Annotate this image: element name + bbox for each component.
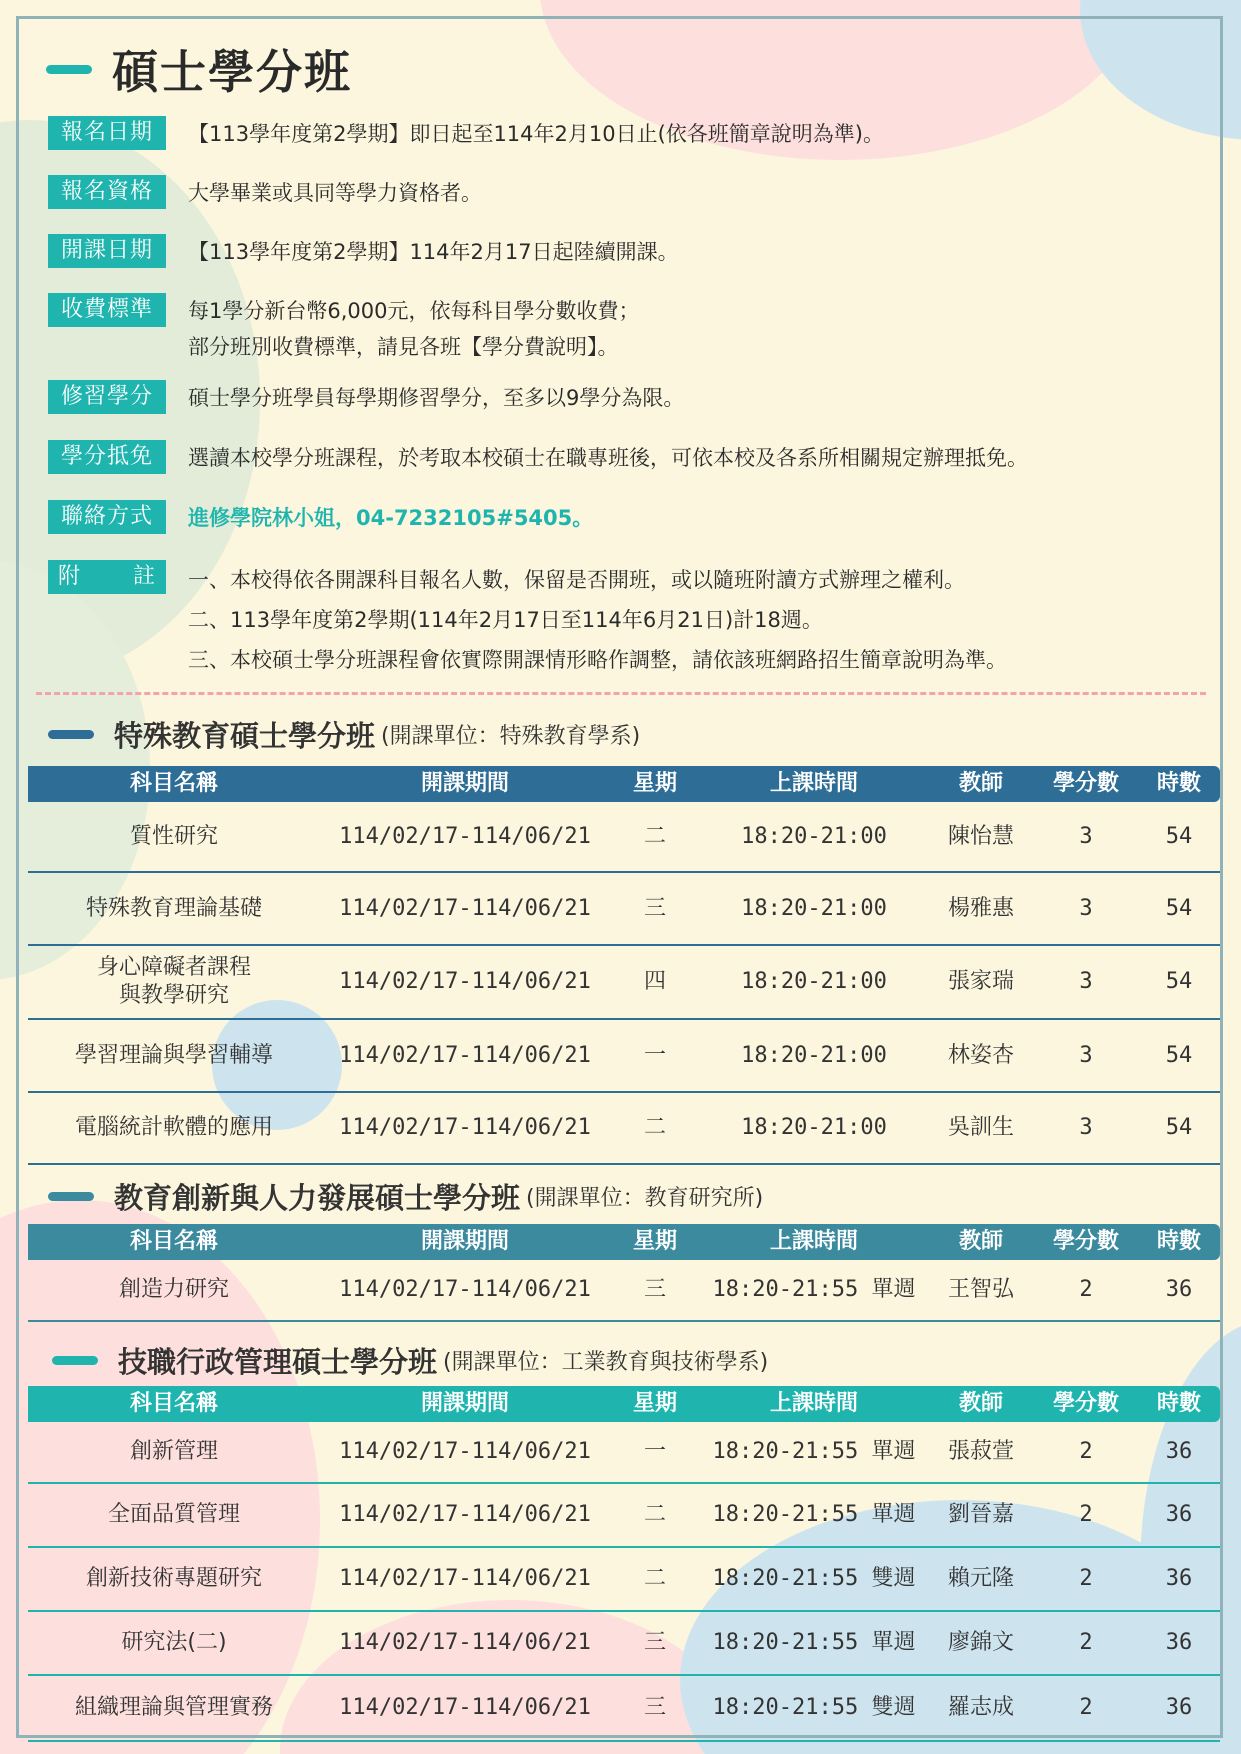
course-teacher: 張菽萱 — [947, 1439, 1014, 1464]
course-name: 組織理論與管理實務 — [74, 1695, 273, 1720]
section-title-education-innovation — [48, 1176, 763, 1217]
info-label: 報名日期 — [48, 116, 166, 150]
col-header: 星期 — [632, 1391, 677, 1416]
table-row — [28, 946, 1220, 1020]
info-row-credit-waiver — [48, 440, 1028, 476]
course-teacher: 廖錦文 — [947, 1630, 1014, 1655]
table-row — [28, 1612, 1220, 1676]
course-name: 電腦統計軟體的應用 — [74, 1115, 273, 1140]
course-period: 114/02/17-114/06/21 — [339, 1502, 591, 1527]
course-name: 創造力研究 — [118, 1277, 229, 1302]
course-teacher: 劉晉嘉 — [947, 1502, 1014, 1527]
section-name: 教育創新與人力發展碩士學分班 — [114, 1181, 521, 1215]
course-period: 114/02/17-114/06/21 — [339, 1042, 591, 1068]
course-credits: 2 — [1079, 1439, 1093, 1464]
info-label: 報名資格 — [48, 175, 166, 209]
contact-info: 進修學院林小姐，04-7232105#5405。 — [188, 506, 594, 530]
info-line: 【113學年度第2學期】114年2月17日起陸續開課。 — [188, 240, 679, 264]
info-line: 大學畢業或具同等學力資格者。 — [188, 181, 482, 205]
course-period: 114/02/17-114/06/21 — [339, 895, 591, 921]
col-header: 上課時間 — [769, 771, 858, 796]
table-row — [28, 1422, 1220, 1484]
col-header: 開課期間 — [420, 1391, 509, 1416]
info-row-credits — [48, 380, 684, 416]
col-header: 科目名稱 — [129, 1391, 218, 1416]
course-credits: 2 — [1079, 1630, 1093, 1655]
course-name: 創新技術專題研究 — [85, 1566, 262, 1591]
info-line: 【113學年度第2學期】即日起至114年2月10日止(依各班簡章說明為準)。 — [188, 122, 884, 146]
col-header: 星期 — [632, 771, 677, 796]
course-period: 114/02/17-114/06/21 — [339, 1630, 591, 1655]
table-row — [28, 802, 1220, 873]
course-table-education-innovation — [28, 1224, 1220, 1322]
page-title: 碩士學分班 — [112, 45, 352, 99]
section-name: 特殊教育碩士學分班 — [114, 719, 376, 753]
course-weekday: 三 — [643, 1695, 666, 1720]
col-header: 開課期間 — [420, 1229, 509, 1254]
course-hours: 54 — [1165, 1042, 1193, 1068]
course-hours: 54 — [1165, 895, 1193, 921]
course-name: 質性研究 — [129, 823, 218, 849]
course-period: 114/02/17-114/06/21 — [339, 1439, 591, 1464]
info-row-registration-date — [48, 116, 884, 152]
section-bar-decoration — [48, 730, 94, 739]
course-hours: 36 — [1165, 1439, 1193, 1464]
info-row-fees — [48, 293, 639, 365]
info-line: 二、113學年度第2學期(114年2月17日至114年6月21日)計18週。 — [188, 608, 823, 632]
course-weekday: 三 — [643, 895, 666, 921]
course-period: 114/02/17-114/06/21 — [339, 1695, 591, 1720]
info-label: 學分抵免 — [48, 440, 166, 474]
course-credits: 2 — [1079, 1502, 1093, 1527]
course-teacher: 王智弘 — [947, 1277, 1014, 1302]
col-header: 教師 — [958, 1229, 1003, 1254]
section-unit: (開課單位：教育研究所) — [526, 1186, 764, 1211]
course-teacher: 楊雅惠 — [947, 895, 1014, 921]
course-period: 114/02/17-114/06/21 — [339, 1277, 591, 1302]
course-time: 18:20-21:55 單週 — [712, 1277, 916, 1302]
course-teacher: 羅志成 — [947, 1695, 1014, 1720]
title-bar-decoration — [46, 65, 92, 74]
course-hours: 36 — [1165, 1630, 1193, 1655]
col-header: 學分數 — [1052, 771, 1119, 796]
table-header — [28, 766, 1220, 802]
course-hours: 54 — [1165, 969, 1193, 994]
section-divider — [36, 692, 1206, 695]
table-row — [28, 1548, 1220, 1612]
course-time: 18:20-21:00 — [741, 823, 887, 849]
course-weekday: 四 — [643, 969, 666, 994]
course-credits: 2 — [1079, 1695, 1093, 1720]
course-teacher: 陳怡慧 — [947, 823, 1014, 849]
section-bar-decoration — [52, 1356, 98, 1365]
table-header — [28, 1386, 1220, 1422]
course-time: 18:20-21:55 雙週 — [712, 1695, 916, 1720]
course-credits: 3 — [1079, 969, 1093, 994]
table-row — [28, 1676, 1220, 1742]
course-credits: 3 — [1079, 823, 1093, 849]
col-header: 科目名稱 — [129, 771, 218, 796]
table-row — [28, 1260, 1220, 1322]
section-unit: (開課單位：工業教育與技術學系) — [443, 1350, 769, 1375]
course-hours: 54 — [1165, 1115, 1193, 1140]
course-credits: 3 — [1079, 1042, 1093, 1068]
course-period: 114/02/17-114/06/21 — [339, 1566, 591, 1591]
course-hours: 36 — [1165, 1502, 1193, 1527]
course-hours: 54 — [1165, 823, 1193, 849]
col-header: 科目名稱 — [129, 1229, 218, 1254]
info-row-notes — [48, 560, 1007, 680]
col-header: 開課期間 — [420, 771, 509, 796]
section-bar-decoration — [48, 1192, 94, 1201]
course-credits: 2 — [1079, 1277, 1093, 1302]
course-teacher: 賴元隆 — [947, 1566, 1014, 1591]
col-header: 教師 — [958, 1391, 1003, 1416]
info-line: 選讀本校學分班課程，於考取本校碩士在職專班後，可依本校及各系所相關規定辦理抵免。 — [188, 446, 1028, 470]
info-label: 聯絡方式 — [48, 500, 166, 534]
course-weekday: 一 — [643, 1439, 666, 1464]
course-weekday: 二 — [643, 1115, 666, 1140]
table-row — [28, 1020, 1220, 1093]
course-time: 18:20-21:00 — [741, 895, 887, 921]
info-line: 部分班別收費標準，請見各班【學分費說明】。 — [188, 335, 619, 359]
course-table-special-education — [28, 766, 1220, 1165]
course-time: 18:20-21:00 — [741, 1115, 887, 1140]
info-row-contact — [48, 500, 593, 536]
info-label: 收費標準 — [48, 293, 166, 327]
course-weekday: 一 — [643, 1042, 666, 1068]
course-teacher: 林姿杏 — [947, 1042, 1014, 1068]
col-header: 時數 — [1156, 1391, 1201, 1416]
col-header: 時數 — [1156, 1229, 1201, 1254]
course-name-line: 與教學研究 — [118, 983, 229, 1008]
info-line: 碩士學分班學員每學期修習學分，至多以9學分為限。 — [188, 386, 685, 410]
course-credits: 3 — [1079, 1115, 1093, 1140]
col-header: 上課時間 — [769, 1229, 858, 1254]
course-weekday: 二 — [643, 1566, 666, 1591]
course-time: 18:20-21:00 — [741, 1042, 887, 1068]
course-time: 18:20-21:00 — [741, 969, 887, 994]
info-label: 修習學分 — [48, 380, 166, 414]
col-header: 時數 — [1156, 771, 1201, 796]
course-period: 114/02/17-114/06/21 — [339, 969, 591, 994]
course-weekday: 三 — [643, 1277, 666, 1302]
course-time: 18:20-21:55 單週 — [712, 1439, 916, 1464]
course-name: 研究法(二) — [121, 1630, 227, 1655]
section-title-vocational-admin — [52, 1340, 768, 1381]
info-line: 每1學分新台幣6,000元，依每科目學分數收費； — [188, 299, 640, 323]
section-unit: (開課單位：特殊教育學系) — [381, 724, 641, 749]
col-header: 星期 — [632, 1229, 677, 1254]
table-header — [28, 1224, 1220, 1260]
section-title-special-education — [48, 714, 640, 755]
course-period: 114/02/17-114/06/21 — [339, 823, 591, 849]
info-line: 三、本校碩士學分班課程會依實際開課情形略作調整，請依該班網路招生簡章說明為準。 — [188, 648, 1007, 672]
course-weekday: 二 — [643, 823, 666, 849]
course-credits: 3 — [1079, 895, 1093, 921]
course-teacher: 張家瑞 — [947, 969, 1014, 994]
course-hours: 36 — [1165, 1695, 1193, 1720]
course-name-line: 身心障礙者課程 — [96, 955, 251, 980]
table-row — [28, 873, 1220, 946]
course-name: 創新管理 — [129, 1439, 218, 1464]
course-weekday: 二 — [643, 1502, 666, 1527]
course-time: 18:20-21:55 單週 — [712, 1630, 916, 1655]
course-name — [28, 954, 320, 1010]
col-header: 教師 — [958, 771, 1003, 796]
table-row — [28, 1484, 1220, 1548]
course-name: 特殊教育理論基礎 — [85, 895, 262, 921]
course-credits: 2 — [1079, 1566, 1093, 1591]
course-hours: 36 — [1165, 1566, 1193, 1591]
col-header: 上課時間 — [769, 1391, 858, 1416]
course-table-vocational-admin — [28, 1386, 1220, 1742]
course-name: 全面品質管理 — [107, 1502, 240, 1527]
main-title — [46, 36, 352, 102]
section-name: 技職行政管理碩士學分班 — [118, 1345, 438, 1379]
col-header: 學分數 — [1052, 1391, 1119, 1416]
course-time: 18:20-21:55 單週 — [712, 1502, 916, 1527]
info-label: 附註 — [48, 560, 166, 594]
info-row-eligibility — [48, 175, 482, 211]
table-row — [28, 1093, 1220, 1165]
course-hours: 36 — [1165, 1277, 1193, 1302]
course-weekday: 三 — [643, 1630, 666, 1655]
info-row-start-date — [48, 234, 679, 270]
course-teacher: 吳訓生 — [947, 1115, 1014, 1140]
col-header: 學分數 — [1052, 1229, 1119, 1254]
info-label: 開課日期 — [48, 234, 166, 268]
info-line: 一、本校得依各開課科目報名人數，保留是否開班，或以隨班附讀方式辦理之權利。 — [188, 568, 965, 592]
course-name: 學習理論與學習輔導 — [74, 1042, 273, 1068]
course-period: 114/02/17-114/06/21 — [339, 1115, 591, 1140]
course-time: 18:20-21:55 雙週 — [712, 1566, 916, 1591]
